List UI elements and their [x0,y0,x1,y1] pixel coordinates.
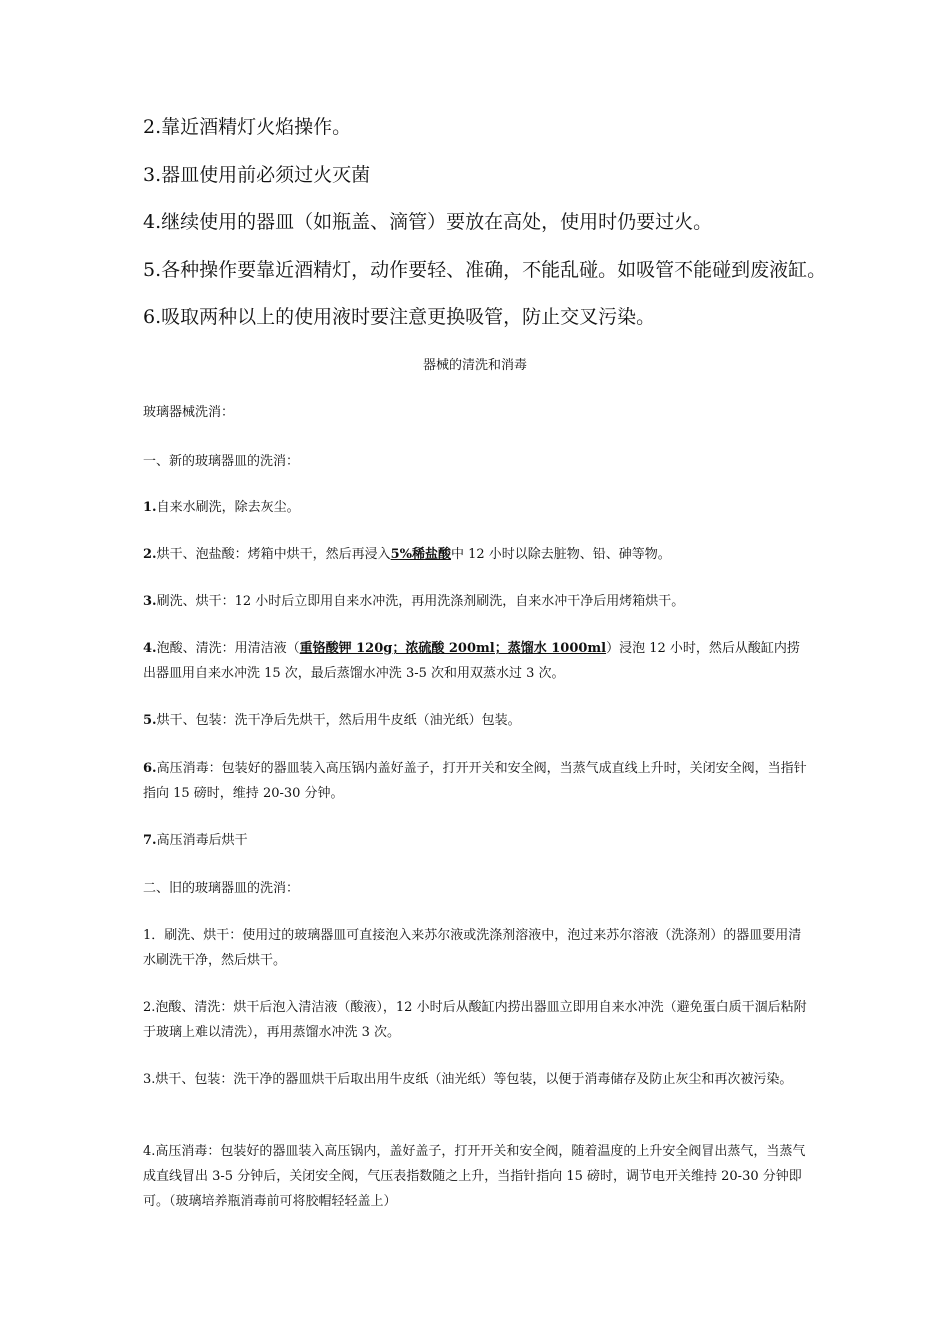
underlined-text: 5%稀盐酸 [390,547,451,562]
item-number: 4. [143,641,157,656]
old-item-1: 1．刷洗、烘干：使用过的玻璃器皿可直接泡入来苏尔液或洗涤剂溶液中，泡过来苏尔溶液（洗涤剂）的器皿要用清水刷洗干净，然后烘干。 [143,928,802,968]
old-glass-heading: 二、旧的玻璃器皿的洗消： [143,881,300,896]
list-item-5: 5.各种操作要靠近酒精灯，动作要轻、准确，不能乱碰。如吸管不能碰到废液缸。 [143,259,827,281]
item-number: 2. [143,547,157,562]
item-number: 3. [143,594,157,609]
item-number: 7. [143,833,157,848]
new-item-3 [143,589,809,614]
item-text: 烘干、包装：洗干净后先烘干，然后用牛皮纸（油光纸）包装。 [156,713,521,728]
section-title: 器械的清洗和消毒 [422,358,527,373]
list-item-2: 2.靠近酒精灯火焰操作。 [143,116,352,138]
old-item-3: 3.烘干、包装：洗干净的器皿烘干后取出用牛皮纸（油光纸）等包装，以便于消毒储存及防止灰尘和再次被污染。 [143,1072,793,1087]
list-item-6: 6.吸取两种以上的使用液时要注意更换吸管，防止交叉污染。 [143,306,656,328]
item-text: 自来水刷洗，除去灰尘。 [156,500,300,515]
item-text: 烘干、泡盐酸：烤箱中烘干，然后再浸入 [156,547,391,562]
new-item-5 [143,708,809,733]
item-number: 5. [143,713,157,728]
item-text: 刷洗、烘干：12 小时后立即用自来水冲洗，再用洗涤剂刷洗，自来水冲干净后用烤箱烘干。 [156,594,685,609]
new-item-2 [143,542,809,567]
list-item-3: 3.器皿使用前必须过火灭菌 [143,164,371,186]
new-item-7 [143,828,809,853]
old-item-2: 2.泡酸、清洗：烘干后泡入清洁液（酸液），12 小时后从酸缸内捞出器皿立即用自来水冲洗（避免蛋白质干涸后粘附于玻璃上难以清洗），再用蒸馏水冲洗 3 次。 [143,1000,807,1040]
new-glass-heading: 一、新的玻璃器皿的洗消： [143,454,300,469]
new-item-1 [143,495,809,520]
new-item-6 [143,756,809,806]
new-item-4 [143,636,809,686]
item-number: 1. [143,500,157,515]
item-text: ）浸泡 12 小时，然后从酸缸内捞出器皿用自来水冲洗 15 次，最后蒸馏水冲洗 3-5 次和用双蒸水过 3 次。 [143,641,800,681]
glass-heading: 玻璃器械洗消： [143,405,235,420]
item-text: 中 12 小时以除去脏物、铅、砷等物。 [451,547,671,562]
old-item-4: 4.高压消毒：包装好的器皿装入高压锅内，盖好盖子，打开开关和安全阀，随着温度的上升安全阀冒出蒸气，当蒸气成直线冒出 3-5 分钟后，关闭安全阀，气压表指数随之上升，当指针指向 15 磅时，调节电开关维持 20-30 分钟即可。（玻璃培养瓶消毒前可将胶帽轻轻盖上） [143,1144,806,1209]
item-number: 6. [143,761,157,776]
item-text: 高压消毒：包装好的器皿装入高压锅内盖好盖子，打开开关和安全阀，当蒸气成直线上升时，关闭安全阀，当指针指向 15 磅时，维持 20-30 分钟。 [143,761,807,801]
underlined-text: 重铬酸钾 120g；浓硫酸 200ml；蒸馏水 1000ml [299,641,607,656]
list-item-4: 4.继续使用的器皿（如瓶盖、滴管）要放在高处，使用时仍要过火。 [143,211,713,233]
item-text: 高压消毒后烘干 [156,833,248,848]
item-text: 泡酸、清洗：用清洁液（ [156,641,300,656]
